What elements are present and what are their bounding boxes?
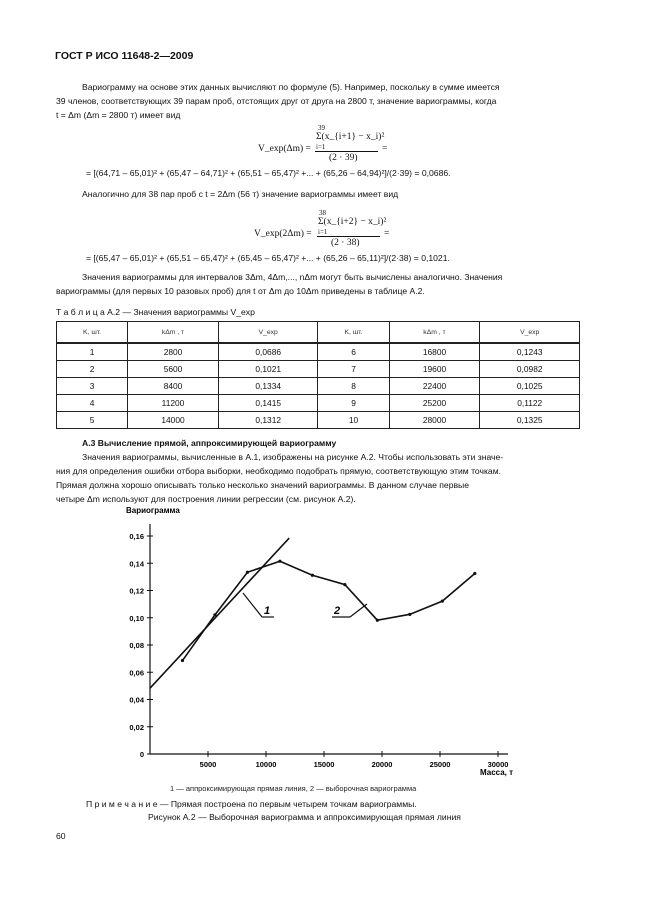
table-cell: 0,0982 <box>480 361 580 378</box>
table-header-cell: kΔm , т <box>389 322 480 344</box>
formula-2-tail: = <box>384 229 390 239</box>
table-cell: 0,1243 <box>480 343 580 361</box>
section-paragraph <box>56 450 580 506</box>
table-cell: 28000 <box>389 412 480 429</box>
after-formula-line-2: вариограммы (для первых 10 разовых проб) для t от Δm до 10Δm приведены в таблице А.2. <box>56 286 425 296</box>
table-cell: 19600 <box>389 361 480 378</box>
table-cell: 22400 <box>389 378 480 395</box>
y-tick-label: 0 <box>139 750 144 759</box>
mid-text: Аналогично для 38 пар проб с t = 2Δm (56 т) значение вариограммы имеет вид <box>82 189 399 199</box>
y-tick-label: 0,06 <box>129 668 144 678</box>
data-point <box>343 583 346 586</box>
table-header-cell: kΔm , т <box>128 322 219 344</box>
section-line-3: Прямая должна хорошо описывать только несколько значений вариограммы. В данном случае первые <box>56 480 470 490</box>
table-cell: 1 <box>57 343 128 361</box>
document-header: ГОСТ Р ИСО 11648-2—2009 <box>55 50 194 62</box>
x-tick-label: 25000 <box>429 760 451 769</box>
table-cell: 8400 <box>128 378 219 395</box>
formula-2-fraction-bar <box>317 236 380 237</box>
x-tick-label: 10000 <box>255 760 277 769</box>
formula-2-sum-bottom: i=1 <box>318 228 328 236</box>
series-1-label: 1 <box>264 605 271 617</box>
table-cell: 2 <box>57 361 128 378</box>
variogram-chart <box>110 500 530 785</box>
figure-caption: Рисунок А.2 — Выборочная вариограмма и аппроксимирующая прямая линия <box>148 812 461 822</box>
formula-2-numerator: Σ(x_{i+2} − x_i)² <box>318 217 387 227</box>
intro-paragraph <box>56 80 580 122</box>
data-point <box>441 600 444 603</box>
intro-line-2: 39 членов, соответствующих 39 парам проб, отстоящих друг от друга на 2800 т, значение вариограммы, когда <box>56 96 497 106</box>
y-tick-label: 0,08 <box>129 641 144 650</box>
table-cell: 8 <box>318 378 389 395</box>
formula-2-sum-top: 38 <box>319 209 326 217</box>
formula-1-expansion: = [(64,71 – 65,01)² + (65,47 – 64,71)² + (65,51 – 65,47)² +... + (65,26 – 64,94)²]/(2·39) = 0,0686. <box>86 168 451 178</box>
chart-axes <box>150 524 508 754</box>
table-cell: 16800 <box>389 343 480 361</box>
table-cell: 0,0686 <box>218 343 318 361</box>
table-row <box>57 361 580 378</box>
x-tick-label: 20000 <box>371 760 393 769</box>
table-caption: Т а б л и ц а А.2 — Значения вариограммы V_exp <box>56 307 255 317</box>
series-2-label: 2 <box>334 605 341 617</box>
x-tick-label: 5000 <box>199 760 217 769</box>
y-tick-label: 0,02 <box>129 722 144 732</box>
formula-1-denominator: (2 · 39) <box>329 153 358 163</box>
y-tick-label: 0,10 <box>129 613 144 623</box>
table-cell: 7 <box>318 361 389 378</box>
table-row <box>57 395 580 412</box>
table-cell: 0,1415 <box>218 395 318 412</box>
label-2-leader <box>350 604 367 617</box>
data-point <box>376 619 379 622</box>
intro-line-1: Вариограмму на основе этих данных вычисляют по формуле (5). Например, поскольку в сумме имеется <box>82 82 500 92</box>
series-sample-variogram <box>182 561 474 660</box>
table-cell: 10 <box>318 412 389 429</box>
y-tick-label: 0,04 <box>129 695 144 705</box>
formula-1-numerator: Σ(x_{i+1} − x_i)² <box>316 132 385 142</box>
data-point <box>473 572 476 575</box>
formula-1-lhs: V_exp(Δm) = <box>258 144 311 154</box>
table-cell: 0,1325 <box>480 412 580 429</box>
table-cell: 4 <box>57 395 128 412</box>
chart-x-label: Масса, т <box>480 768 514 777</box>
table-row <box>57 378 580 395</box>
table-cell: 11200 <box>128 395 219 412</box>
table-header-cell: V_exp <box>480 322 580 344</box>
formula-2-lhs: V_exp(2Δm) = <box>254 229 312 239</box>
table-header-cell: V_exp <box>218 322 318 344</box>
table-header-cell: K, шт. <box>318 322 389 344</box>
after-formula-line-1: Значения вариограммы для интервалов 3Δm, 4Δm,..., nΔm могут быть вычислены аналогично. Значения <box>82 272 503 282</box>
chart-y-label: Вариограмма <box>126 506 180 515</box>
section-line-2: ния для определения ошибки отбора выборки, необходимо подобрать прямую, соответствующую этим точкам. <box>56 466 502 476</box>
formula-1-fraction-bar <box>315 151 378 152</box>
label-1-leader <box>243 593 262 617</box>
y-tick-label: 0,14 <box>129 559 144 569</box>
table-cell: 0,1021 <box>218 361 318 378</box>
formula-2-denominator: (2 · 38) <box>331 238 360 248</box>
after-formula-paragraph <box>56 270 580 298</box>
table-cell: 0,1122 <box>480 395 580 412</box>
formula-1-sum-top: 39 <box>318 124 325 132</box>
table-cell: 14000 <box>128 412 219 429</box>
table-header-row <box>57 322 580 344</box>
y-tick-label: 0,12 <box>129 586 144 596</box>
table-cell: 3 <box>57 378 128 395</box>
data-point <box>311 574 314 577</box>
formula-1-tail: = <box>382 144 388 154</box>
table-cell: 9 <box>318 395 389 412</box>
table-row <box>57 412 580 429</box>
formula-2-expansion: = [(65,47 – 65,01)² + (65,51 – 65,47)² + (65,45 – 65,47)² +... + (65,26 – 65,11)²]/(2·38) = 0,1021. <box>86 253 450 263</box>
section-line-1: Значения вариограммы, вычисленные в А.1, изображены на рисунке А.2. Чтобы использовать эти значе- <box>82 452 504 462</box>
table-header-cell: K, шт. <box>57 322 128 344</box>
data-point <box>181 659 184 662</box>
y-tick-label: 0,16 <box>129 532 144 541</box>
table-cell: 25200 <box>389 395 480 412</box>
table-cell: 5600 <box>128 361 219 378</box>
x-tick-label: 30000 <box>487 760 509 769</box>
section-line-4: четыре Δm используют для построения линии регрессии (см. рисунок А.2). <box>56 494 356 504</box>
figure-note: П р и м е ч а н и е — Прямая построена по первым четырем точкам вариограммы. <box>86 799 417 809</box>
section-title: А.3 Вычисление прямой, аппроксимирующей вариограмму <box>82 438 337 448</box>
table-cell: 0,1312 <box>218 412 318 429</box>
formula-1-sum-bottom: i=1 <box>316 143 326 151</box>
table-cell: 0,1334 <box>218 378 318 395</box>
page-number: 60 <box>56 831 66 841</box>
table-cell: 2800 <box>128 343 219 361</box>
data-point <box>246 571 249 574</box>
chart-series <box>150 538 476 688</box>
x-tick-label: 15000 <box>313 760 335 769</box>
table-cell: 0,1025 <box>480 378 580 395</box>
table-row <box>57 343 580 361</box>
formula-2 <box>254 209 454 249</box>
data-point <box>278 560 281 563</box>
chart-ticks <box>129 532 508 769</box>
intro-line-3: t = Δm (Δm = 2800 т) имеет вид <box>56 110 181 120</box>
table-cell: 5 <box>57 412 128 429</box>
table-cell: 6 <box>318 343 389 361</box>
formula-1 <box>258 124 458 164</box>
data-point <box>408 613 411 616</box>
chart-legend: 1 — аппроксимирующая прямая линия, 2 — выборочная вариограмма <box>170 784 417 793</box>
variogram-table <box>56 321 580 429</box>
